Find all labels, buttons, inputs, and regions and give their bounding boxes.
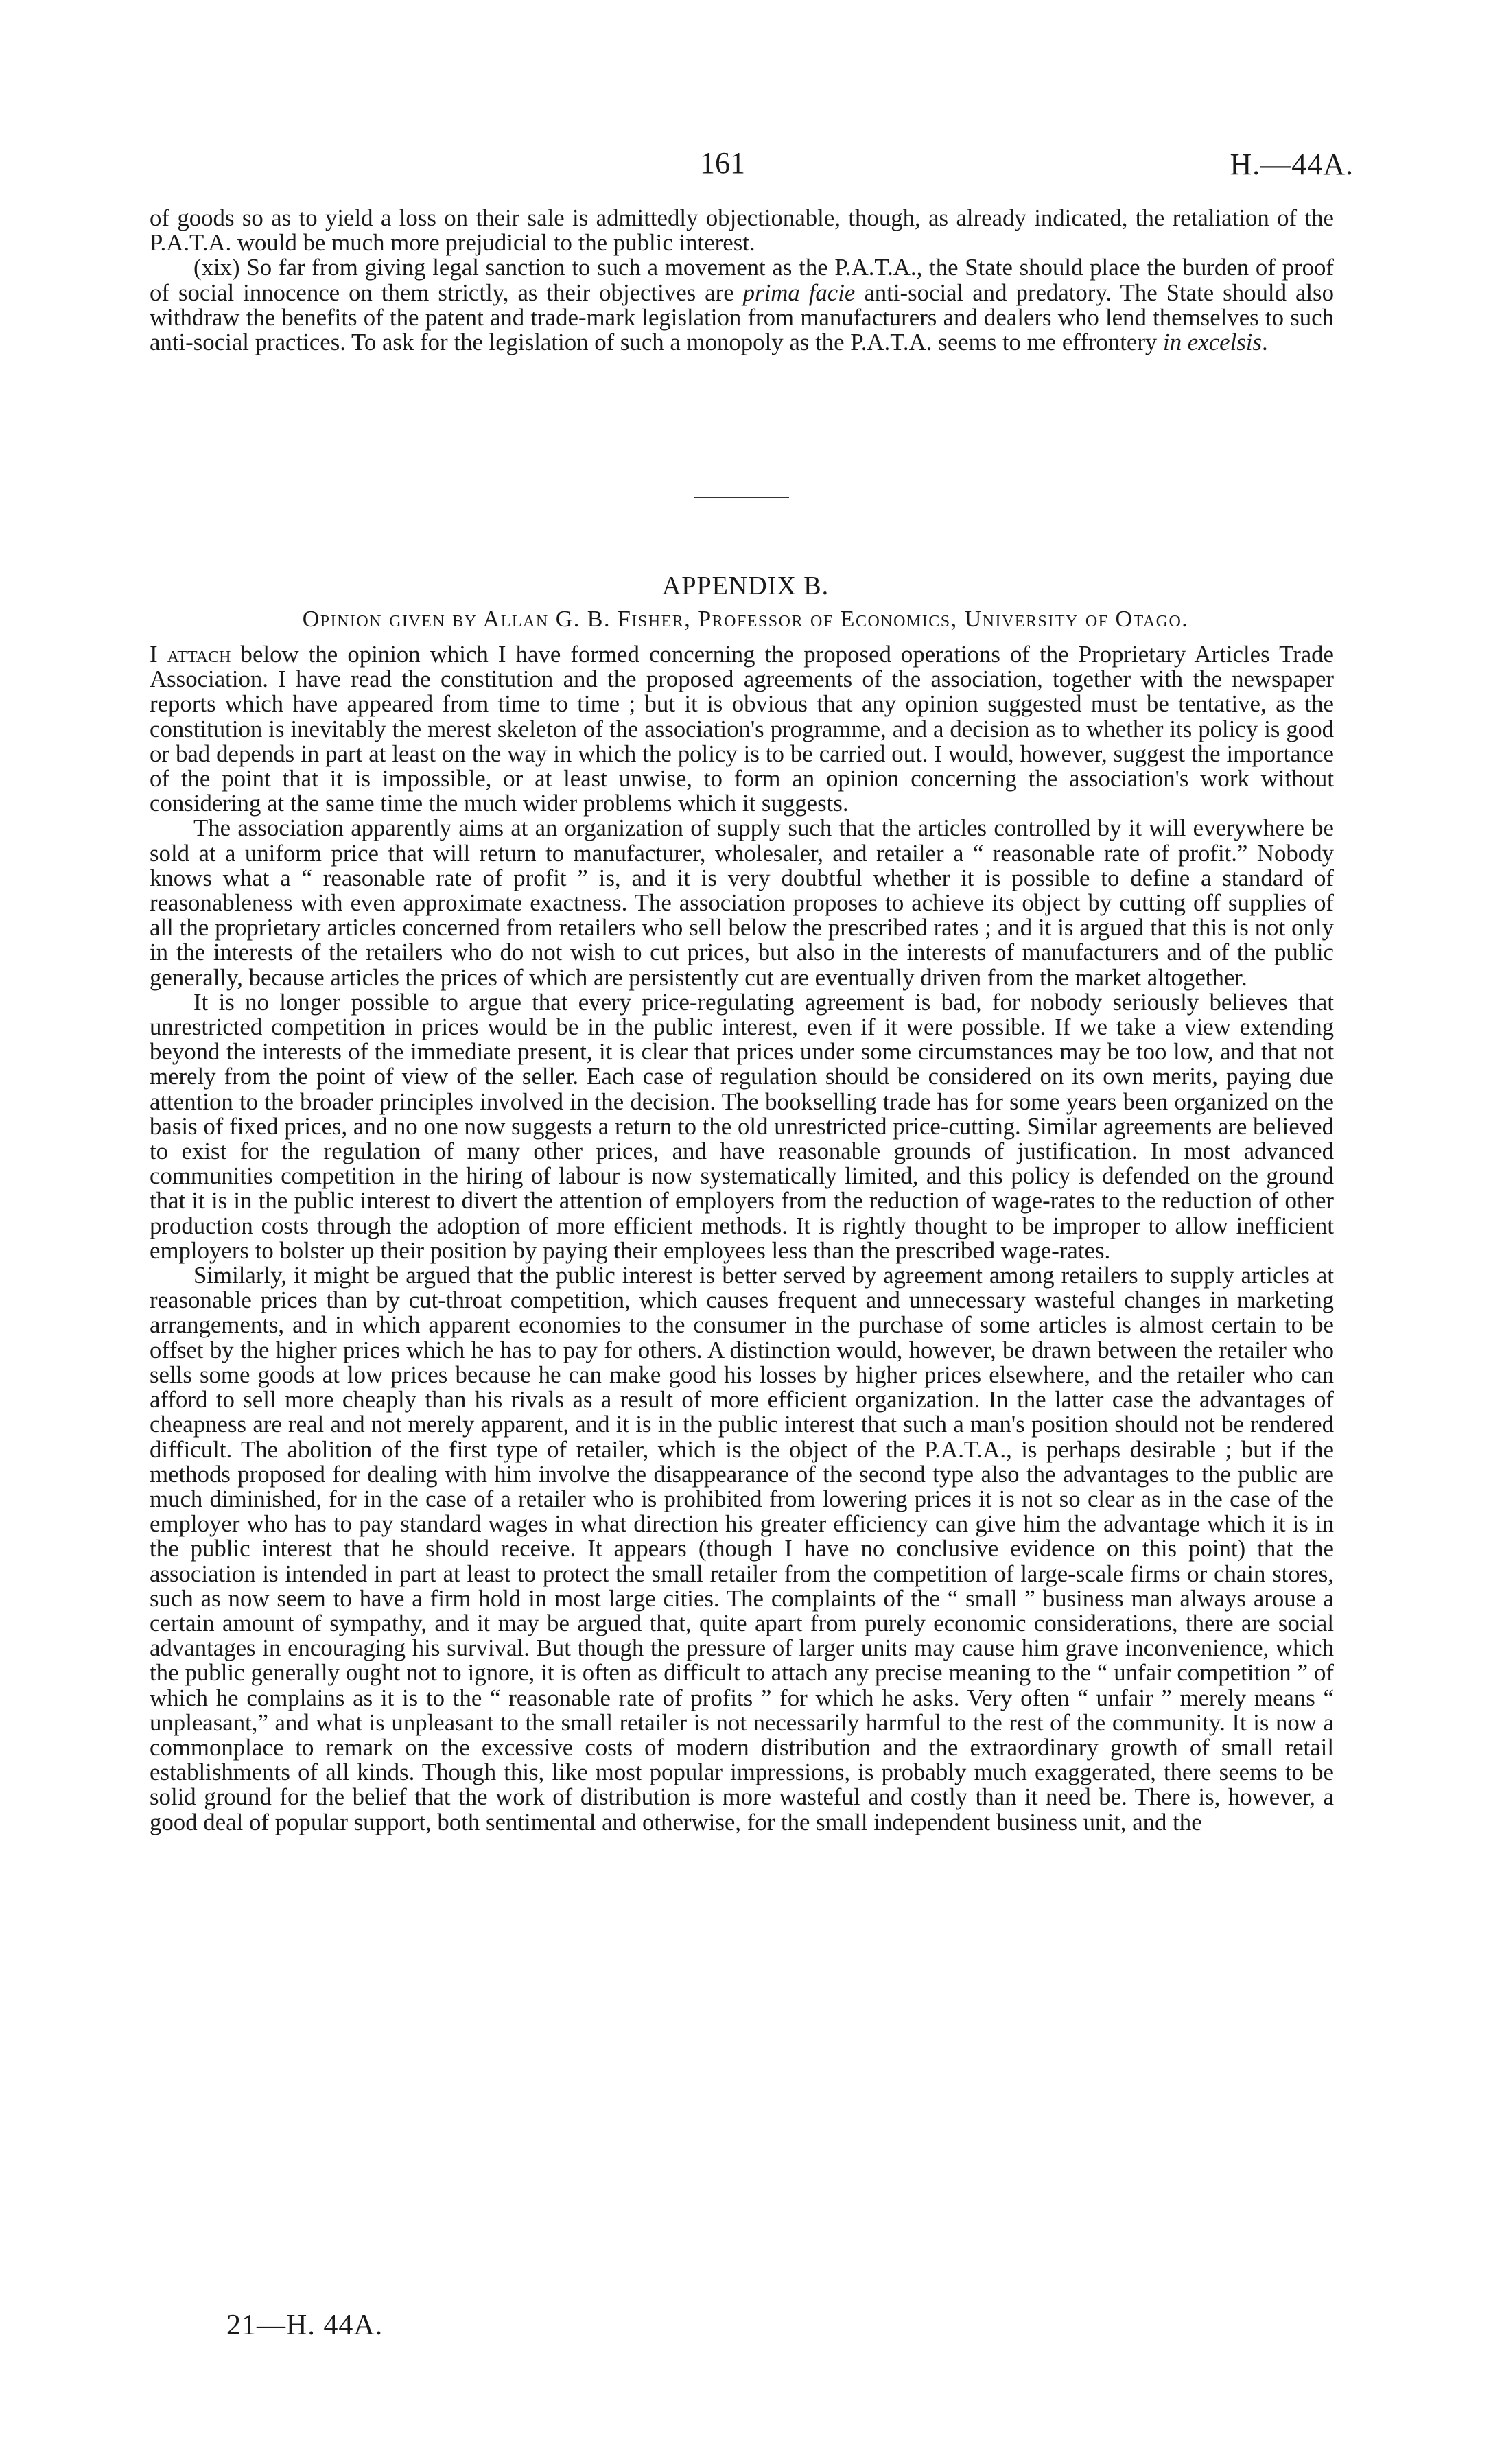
paragraph-xix: [150, 255, 1334, 355]
body-paragraph-1: [150, 642, 1334, 816]
continued-paragraph: of goods so as to yield a loss on their sale is admittedly objectionable, though, as already indicated, the retaliation of the P.A.T.A. would be much more prejudicial to the public interest.: [150, 204, 1334, 257]
paragraph-lead-smallcaps: I attach: [150, 641, 231, 668]
continued-text-section: [150, 206, 1334, 355]
paragraph-xix-text-b: anti-social and predatory. The State should also withdraw the benefits of the patent and trade-mark legislation from manufacturers and dealers who lend themselves to such anti-social practices. To ask for the legislation of such a monopoly as the P.A.T.A. seems to me effrontery: [150, 279, 1334, 356]
appendix-subtitle: Opinion given by Allan G. B. Fisher, Professor of Economics, University of Otago.: [302, 607, 1189, 632]
page-number: 161: [700, 146, 745, 180]
paragraph-xix-text-a: (xix) So far from giving legal sanction to such a movement as the P.A.T.A., the State should place the burden of proof of social innocence on them strictly, as their objectives are: [150, 254, 1334, 306]
appendix-body: [150, 642, 1334, 1835]
paragraph-xix-end: .: [1262, 329, 1268, 356]
section-divider: [694, 497, 789, 498]
italic-prima-facie: prima facie: [742, 279, 856, 306]
paragraph-1-text: below the opinion which I have formed concerning the proposed operations of the Proprietary Articles Trade Association. I have read the constitution and the proposed agreements of the association, together with the newspaper reports which have appeared from time to time ; but it is obvious that any opinion suggested must be tentative, as the constitution is inevitably the merest skeleton of the association's programme, and a decision as to whether its policy is good or bad depends in part at least on the way in which the policy is to be carried out. I would, however, suggest the importance of the point that it is impossible, or at least unwise, to form an opinion concerning the association's work without considering at the same time the much wider problems which it suggests.: [150, 641, 1335, 817]
page-header: [0, 145, 1491, 187]
body-paragraph-3: It is no longer possible to argue that every price-regulating agreement is bad, for nobody seriously believes that unrestricted competition in prices would be in the public interest, even if it were possible. If we take a view extending beyond the interests of the immediate present, it is clear that prices under some circumstances may be too low, and that not merely from the point of view of the seller. Each case of regulation should be considered on its own merits, paying due attention to the broader principles involved in the decision. The bookselling trade has for some years been organized on the basis of fixed prices, and no one now suggests a return to the old unrestricted price-cutting. Similar agreements are believed to exist for the regulation of many other prices, and have reasonable grounds of justification. In most advanced communities competition in the hiring of labour is now systematically limited, and this policy is defended on the ground that it is in the public interest to divert the attention of employers from the reduction of wage-rates to the reduction of other production costs through the adoption of more efficient methods. It is rightly thought to be improper to allow inefficient employers to bolster up their position by paying their employees less than the prescribed wage-rates.: [150, 988, 1334, 1264]
italic-in-excelsis: in excelsis: [1163, 329, 1263, 356]
appendix-title: APPENDIX B.: [661, 572, 830, 600]
body-paragraph-4: Similarly, it might be argued that the public interest is better served by agreement among retailers to supply articles at reasonable prices than by cut-throat competition, which causes frequent and unnecessary wasteful changes in marketing arrangements, and in which apparent economies to the consumer in the purchase of some articles is almost certain to be offset by the higher prices which he has to pay for others. A distinction would, however, be drawn between the retailer who sells some goods at low prices because he can make good his losses by higher prices elsewhere, and the retailer who can afford to sell more cheaply than his rivals as a result of more efficient organization. In the latter case the advantages of cheapness are real and not merely apparent, and it is in the public interest that such a man's position should not be rendered difficult. The abolition of the first type of retailer, which is the object of the P.A.T.A., is perhaps desirable ; but if the methods proposed for dealing with him involve the disappearance of the second type also the advantages to the public are much diminished, for in the case of a retailer who is prohibited from lowering prices it is not so clear as in the case of the employer who has to pay standard wages in what direction his greater efficiency can give him the advantage which it is in the public interest that he should receive. It appears (though I have no conclusive evidence on this point) that the association is intended in part at least to protect the small retailer from the competition of large-scale firms or chain stores, such as now seem to have a firm hold in most large cities. The complaints of the “ small ” business man always arouse a certain amount of sympathy, and it may be argued that, quite apart from purely economic considerations, there are social advantages in encouraging his survival. But though the pressure of larger units may cause him grave inconvenience, which the public generally ought not to ignore, it is often as difficult to attach any precise meaning to the “ unfair competition ” of which he complains as it is to the “ reasonable rate of profits ” for which he asks. Very often “ unfair ” merely means “ unpleasant,” and what is unpleasant to the small retailer is not necessarily harmful to the rest of the community. It is now a commonplace to remark on the excessive costs of modern distribution and the extraordinary growth of small retail establishments of all kinds. Though this, like most popular impressions, is probably much exaggerated, there seems to be solid ground for the belief that the work of distribution is more wasteful and costly than it need be. There is, however, a good deal of popular support, both sentimental and otherwise, for the small independent business unit, and the: [150, 1262, 1334, 1835]
printer-signature: 21—H. 44A.: [226, 2310, 384, 2341]
body-paragraph-2: The association apparently aims at an organization of supply such that the articles controlled by it will everywhere be sold at a uniform price that will return to manufacturer, wholesaler, and retailer a “ reasonable rate of profit.” Nobody knows what a “ reasonable rate of profit ” is, and it is very doubtful whether it is possible to define a standard of reasonableness with even approximate exactness. The association proposes to achieve its object by cutting off supplies of all the proprietary articles concerned from retailers who sell below the prescribed rates ; and it is argued that this is not only in the interests of the retailers who do not wish to cut prices, but also in the interests of manufacturers and of the public generally, because articles the prices of which are persistently cut are eventually driven from the market altogether.: [150, 814, 1334, 991]
document-reference: H.—44A.: [1230, 148, 1354, 181]
